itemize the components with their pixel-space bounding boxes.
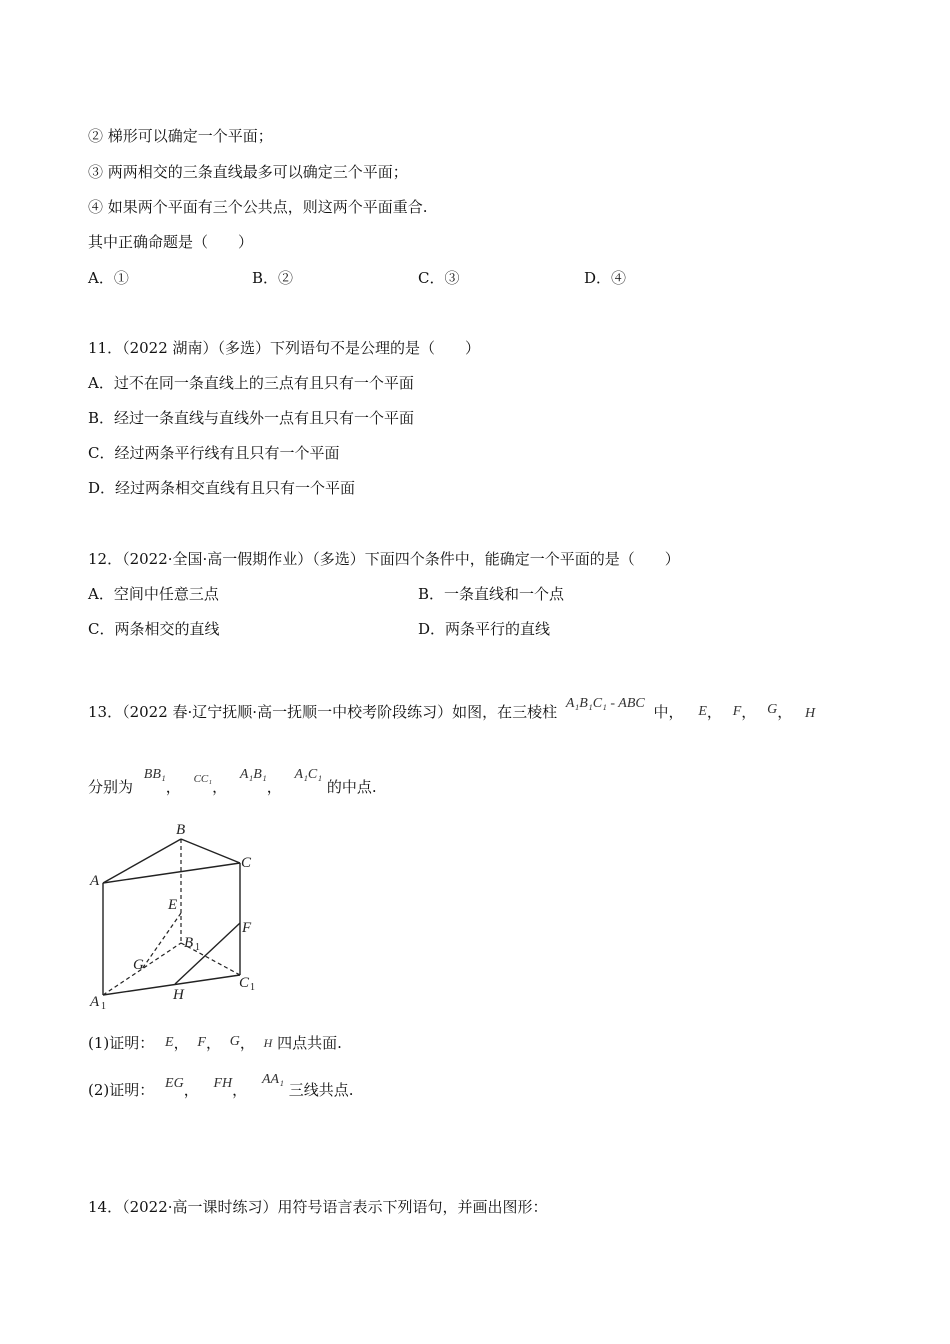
q10-option-a: A．① <box>88 269 129 287</box>
part1-end: 四点共面. <box>277 1034 342 1052</box>
label-b: B <box>176 822 186 838</box>
q12-option-a: A．空间中任意三点 <box>88 585 219 603</box>
q11-option-a: A．过不在同一条直线上的三点有且只有一个平面 <box>88 374 414 392</box>
label-e: E <box>168 897 178 913</box>
q13-line-2: 分别为 BB₁， $^{CC_1}$， A₁B₁， A₁C₁ 的中点. <box>88 767 377 796</box>
line-fh: FH <box>213 1076 233 1091</box>
q10-option-d: D．④ <box>584 269 627 287</box>
label-g: G <box>133 957 144 973</box>
line-eg: EG <box>165 1076 184 1091</box>
edge-bc <box>181 839 240 863</box>
edge-a1c1 <box>103 975 240 995</box>
label-b1-sub: 1 <box>195 942 200 953</box>
edge-ab <box>103 839 181 883</box>
part1-point-f: F <box>197 1035 206 1050</box>
label-a1-sub: 1 <box>101 1001 106 1012</box>
q14-stem: 14．（2022·高一课时练习）用符号语言表示下列语句，并画出图形： <box>88 1198 548 1216</box>
q13-part-1: (1)证明： E， F， G， H 四点共面. <box>88 1034 342 1052</box>
part1-point-g: G <box>229 1034 240 1049</box>
q10-option-c: C．③ <box>418 269 460 287</box>
q11-option-b: B．经过一条直线与直线外一点有且只有一个平面 <box>88 409 415 427</box>
segment-fh <box>175 923 240 984</box>
question-prompt: 其中正确命题是（ ） <box>88 233 254 251</box>
label-c: C <box>241 855 252 871</box>
q13-mid-text: 中， <box>653 703 684 721</box>
q11-stem: 11．（2022 湖南）（多选）下列语句不是公理的是（ ） <box>88 339 481 357</box>
q11-option-d: D．经过两条相交直线有且只有一个平面 <box>88 479 356 497</box>
point-f: F <box>732 704 742 719</box>
point-e: E <box>698 704 707 719</box>
label-c1: C <box>239 975 250 991</box>
q11-option-c: C．经过两条平行线有且只有一个平面 <box>88 444 340 462</box>
q12-option-b: B．一条直线和一个点 <box>418 585 565 603</box>
segment-bb1: BB₁ <box>143 767 166 782</box>
statement-2: ② 梯形可以确定一个平面； <box>88 127 273 145</box>
part1-point-h: H <box>263 1036 273 1050</box>
q13-stem-text: 13．（2022 春·辽宁抚顺·高一抚顺一中校考阶段练习）如图，在三棱柱 <box>88 703 558 721</box>
prism-name: A₁B₁C₁ - ABC <box>565 696 645 711</box>
label-a1: A <box>90 994 100 1010</box>
q12-option-d: D．两条平行的直线 <box>418 620 551 638</box>
edge-ac <box>103 863 240 883</box>
point-g: G <box>767 702 778 717</box>
line-aa1: AA₁ <box>261 1072 284 1087</box>
q13-part-2: (2)证明： EG， FH， AA₁ 三线共点. <box>88 1072 354 1099</box>
part1-point-e: E <box>165 1035 174 1050</box>
segment-a1c1: A₁C₁ <box>294 767 323 782</box>
label-h: H <box>173 987 184 1003</box>
statement-4: ④ 如果两个平面有三个公共点，则这两个平面重合. <box>88 198 428 216</box>
statement-3: ③ 两两相交的三条直线最多可以确定三个平面； <box>88 163 408 181</box>
point-h: H <box>804 706 816 721</box>
part2-label: (2)证明： <box>88 1081 155 1099</box>
segment-cc1: CC₁ <box>193 773 213 785</box>
label-f: F <box>242 920 252 936</box>
q13-line2-end: 的中点. <box>326 778 377 796</box>
prism-figure <box>80 815 280 1015</box>
q12-stem: 12．（2022·全国·高一假期作业）（多选）下面四个条件中，能确定一个平面的是（ ） <box>88 550 680 568</box>
q13-line2-text: 分别为 <box>88 778 134 796</box>
q12-option-c: C．两条相交的直线 <box>88 620 220 638</box>
label-a: A <box>90 873 100 889</box>
segment-eg <box>142 913 181 969</box>
q13-stem: 13．（2022 春·辽宁抚顺·高一抚顺一中校考阶段练习）如图，在三棱柱 A₁B₁C₁ - ABC 中， E， F， G， H <box>88 696 816 721</box>
q10-option-b: B．② <box>252 269 294 287</box>
label-c1-sub: 1 <box>250 982 255 993</box>
part2-end: 三线共点. <box>288 1081 354 1099</box>
label-b1: B <box>184 935 194 951</box>
segment-a1b1: A₁B₁ <box>239 767 267 782</box>
part1-label: (1)证明： <box>88 1034 155 1052</box>
